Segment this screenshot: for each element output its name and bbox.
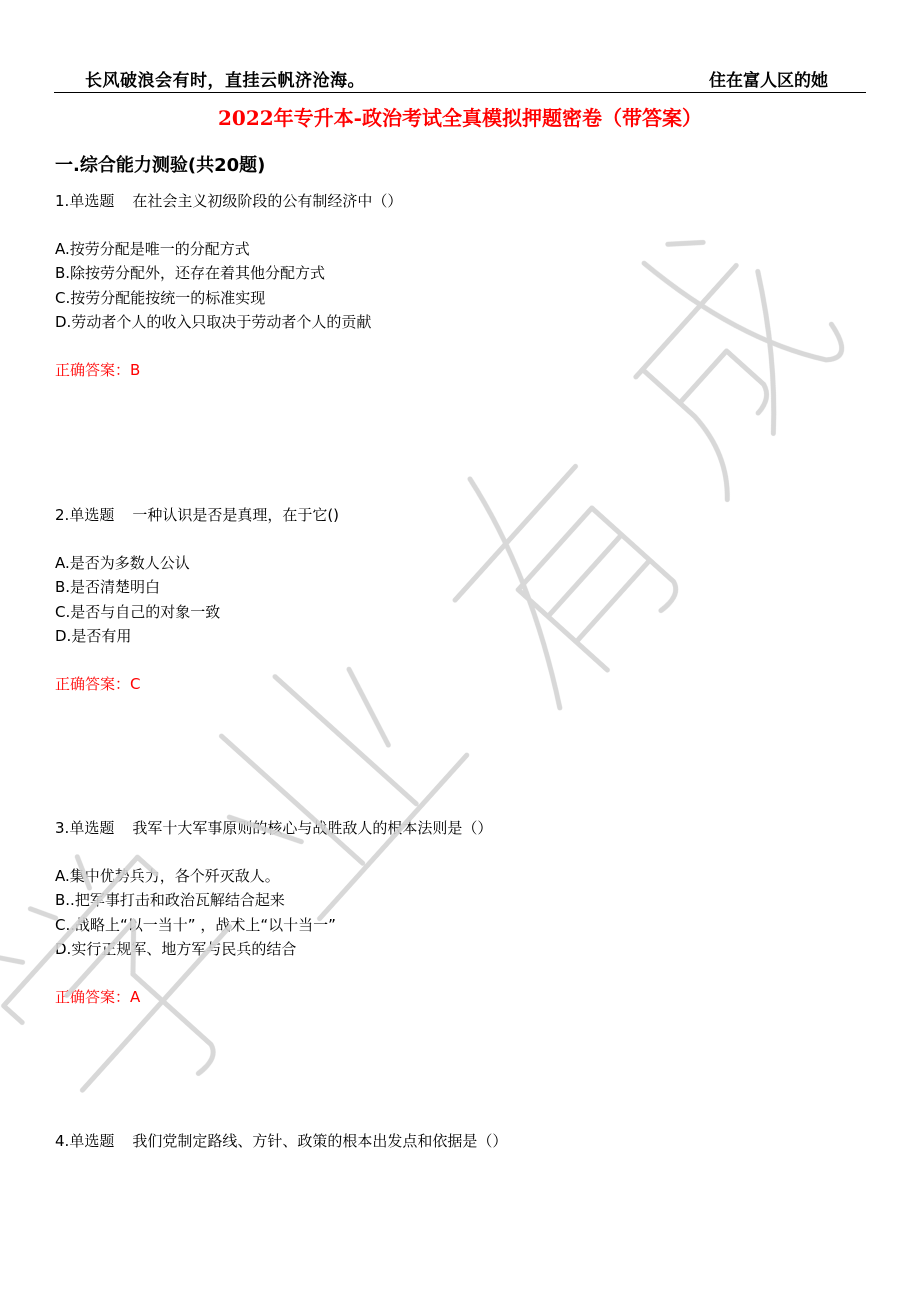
option-a: A.是否为多数人公认: [55, 553, 190, 572]
question-4: [55, 1129, 507, 1154]
option-b: B.是否清楚明白: [55, 578, 161, 596]
watermark-glyph-cheng: [564, 204, 861, 500]
correct-answer: [55, 985, 492, 1010]
section-title: 一.综合能力测验(共20题): [55, 155, 266, 176]
answer-label: 正确答案：: [55, 360, 131, 379]
header-divider: [54, 92, 866, 93]
answer-value: C: [130, 674, 141, 693]
answer-value: A: [130, 987, 141, 1006]
option-c: C.是否与自己的对象一致: [55, 602, 221, 621]
watermark-glyph-you: [396, 420, 695, 716]
option-c: C..战略上“以一当十” ，战术上“以十当一”: [55, 915, 336, 934]
question-stem: [55, 816, 492, 841]
header-motto: 长风破浪会有时，直挂云帆济沧海。: [85, 71, 365, 91]
option-b: B.除按劳分配外，还存在着其他分配方式: [55, 264, 326, 282]
document-title: 2022年专升本-政治考试全真模拟押题密卷（带答案）: [218, 106, 702, 130]
question-1: [55, 189, 402, 382]
question-number: 2.: [55, 506, 70, 524]
option-c: C.按劳分配能按统一的标准实现: [55, 288, 266, 307]
option-d: D.是否有用: [55, 627, 132, 645]
question-2: [55, 503, 339, 696]
correct-answer: [55, 358, 402, 383]
answer-value: B: [130, 360, 141, 379]
question-type: 单选题: [69, 819, 115, 837]
option-list: [55, 864, 492, 962]
option-b: B..把军事打击和政治瓦解结合起来: [55, 891, 285, 909]
header-author: 住在富人区的她: [709, 71, 828, 91]
question-stem: [55, 1129, 507, 1154]
option-a: A.集中优势兵力，各个歼灭敌人。: [55, 866, 280, 885]
question-type: 单选题: [69, 1132, 115, 1150]
question-text: 我军十大军事原则的核心与战胜敌人的根本法则是（）: [132, 819, 493, 837]
option-d: D.实行正规军、地方军与民兵的结合: [55, 940, 297, 958]
answer-label: 正确答案：: [55, 674, 131, 693]
question-text: 我们党制定路线、方针、政策的根本出发点和依据是（）: [132, 1132, 508, 1150]
question-3: [55, 816, 492, 1009]
question-number: 3.: [55, 819, 70, 837]
question-stem: [55, 503, 339, 528]
question-number: 4.: [55, 1132, 70, 1150]
option-list: [55, 551, 339, 649]
question-type: 单选题: [69, 192, 115, 210]
question-number: 1.: [55, 192, 70, 210]
option-a: A.按劳分配是唯一的分配方式: [55, 239, 250, 258]
option-d: D.劳动者个人的收入只取决于劳动者个人的贡献: [55, 313, 372, 331]
correct-answer: [55, 672, 339, 697]
question-text: 一种认识是否是真理，在于它(): [132, 506, 340, 524]
question-stem: [55, 189, 402, 214]
option-list: [55, 237, 402, 335]
question-text: 在社会主义初级阶段的公有制经济中（）: [132, 192, 403, 210]
question-type: 单选题: [69, 506, 115, 524]
answer-label: 正确答案：: [55, 987, 131, 1006]
